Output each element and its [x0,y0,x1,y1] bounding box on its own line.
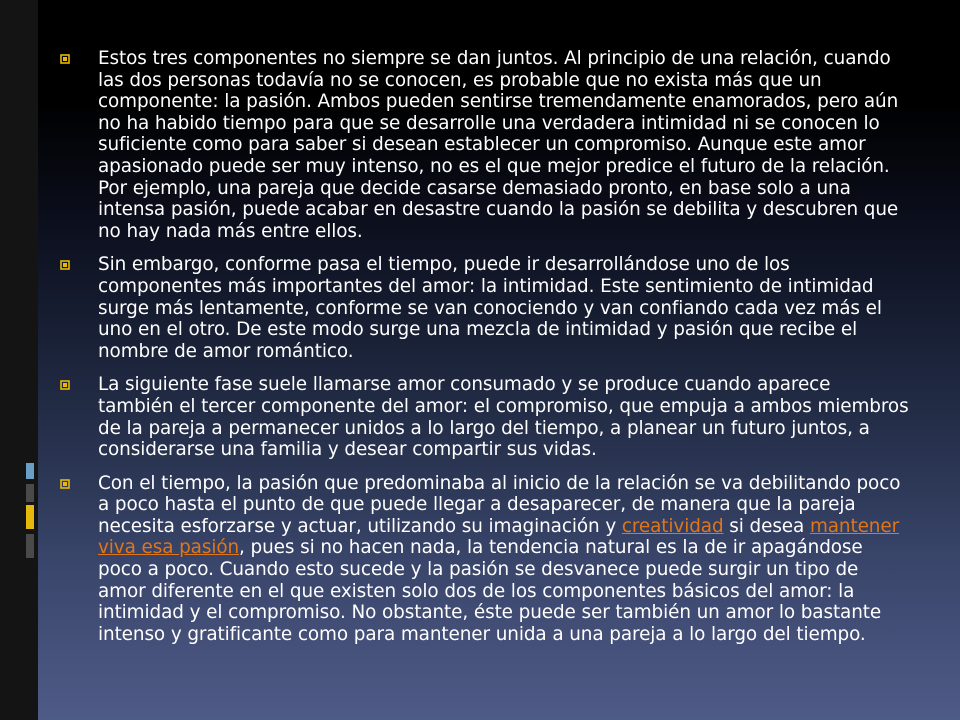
square-diamond-bullet-icon [60,260,70,270]
accent-bar-gray [26,484,34,502]
paragraph-text: Sin embargo, conforme pasa el tiempo, puede ir desarrollándose uno de los componentes más importantes del amor: la intimidad. Este sentimiento de intimidad surge más lentamente, conforme se van conociendo y van confiando cada vez más el uno en el otro. De este modo surge una mezcla de intimidad y pasión que recibe el nombre de amor romántico. [98,254,882,362]
paragraph-text-part-2: si desea [723,515,810,537]
paragraph-text: Estos tres componentes no siempre se dan juntos. Al principio de una relación, cuando las dos personas todavía no se conocen, es probable que no exista más que un componente: la pasión. Ambos pueden sentirse tremendamente enamorados, pero aún no ha habido tiempo para que se desarrolle una verdadera intimidad ni se conocen lo suficiente como para saber si desean establecer un compromiso. Aunque este amor apasionado puede ser muy intenso, no es el que mejor predice el futuro de la relación. Por ejemplo, una pareja que decide casarse demasiado pronto, en base solo a una intensa pasión, puede acabar en desastre cuando la pasión se debilita y descubren que no hay nada más entre ellos. [98,48,899,242]
accent-bar-blue [26,463,34,479]
link-mantener-viva-esa-pasion[interactable]: mantener viva esa pasión [98,515,900,559]
bullet-paragraph-4 [58,473,910,646]
left-margin-strip [0,0,38,720]
square-diamond-bullet-icon [60,380,70,390]
link-creatividad[interactable]: creatividad [621,515,724,537]
accent-bar-gray-lower [26,534,34,558]
slide-body [58,48,910,657]
accent-bar-yellow [26,505,34,529]
paragraph-text-part-3: , pues si no hacen nada, la tendencia natural es la de ir apagándose poco a poco. Cuando esto sucede y la pasión se desvanece puede surgir un tipo de amor diferente en el que existen solo dos de los componentes básicos del amor: la intimidad y el compromiso. No obstante, éste puede ser también un amor lo bastante intenso y gratificante como para mantener unida a una pareja a lo largo del tiempo. [98,537,882,645]
bullet-paragraph-2 [58,254,910,362]
paragraph-text-part-1: Con el tiempo, la pasión que predominaba al inicio de la relación se va debilitando poco a poco hasta el punto de que puede llegar a desaparecer, de manera que la pareja necesita esforzarse y actuar, utilizando su imaginación y [98,472,901,537]
paragraph-text: La siguiente fase suele llamarse amor consumado y se produce cuando aparece también el tercer componente del amor: el compromiso, que empuja a ambos miembros de la pareja a permanecer unidos a lo largo del tiempo, a planear un futuro juntos, a considerarse una familia y desear compartir sus vidas. [98,374,909,461]
bullet-paragraph-1 [58,48,910,242]
square-diamond-bullet-icon [60,479,70,489]
square-diamond-bullet-icon [60,54,70,64]
bullet-paragraph-3 [58,374,910,460]
